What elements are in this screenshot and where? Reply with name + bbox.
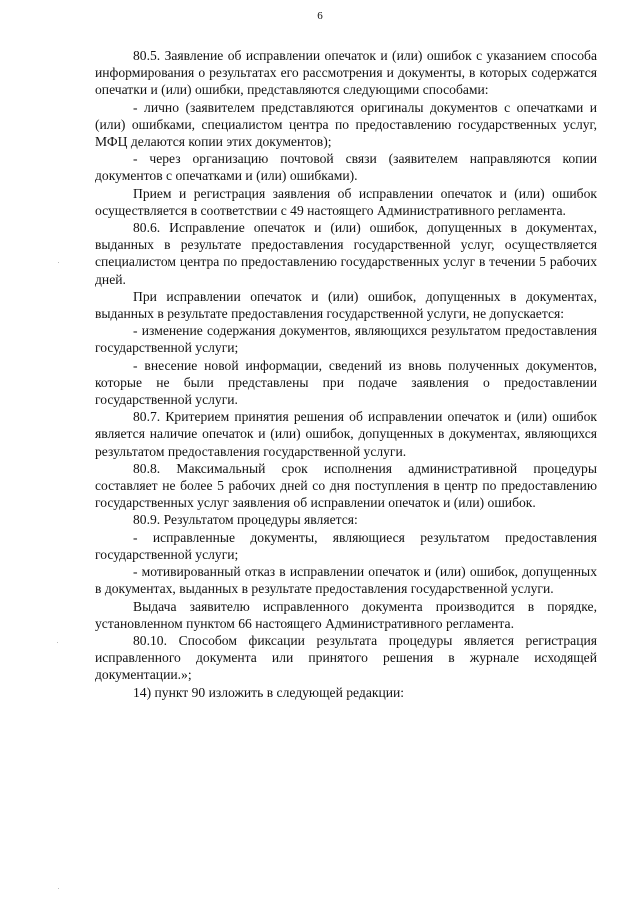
list-item-change-content: - изменение содержания документов, являющихся результатом предоставления государственной услуги;	[95, 323, 597, 356]
paragraph-not-allowed: При исправлении опечаток и (или) ошибок, допущенных в документах, выданных в результате предоставления государственной услуги, не допускается:	[95, 288, 597, 322]
paragraph-issuance: Выдача заявителю исправленного документа производится в порядке, установленном пунктом 66 настоящего Административного регламента.	[95, 598, 597, 631]
scan-speck	[58, 262, 59, 263]
page-number: 6	[317, 10, 323, 22]
scan-speck	[57, 642, 58, 643]
document-body	[95, 47, 597, 701]
paragraph-80-5: 80.5. Заявление об исправлении опечаток и (или) ошибок с указанием способа информирования о результатах его рассмотрения и документы, в которых содержатся опечатки и (или) ошибки, представляются следующими способами:	[95, 48, 597, 98]
list-item-new-info: - внесение новой информации, сведений из вновь полученных документов, которые не были представлены при подаче заявления о предоставлении государственной услуги.	[95, 357, 597, 408]
paragraph-80-10: 80.10. Способом фиксации результата процедуры является регистрация исправленного документа или принятого решения в журнале исходящей документации.»;	[95, 632, 597, 683]
list-item-by-post: - через организацию почтовой связи (заявителем направляются копии документов с опечатками и (или) ошибками).	[95, 151, 597, 184]
paragraph-80-7: 80.7. Критерием принятия решения об исправлении опечаток и (или) ошибок является наличие опечаток и (или) ошибок, допущенных в документах, являющихся результатом предоставления государственной услуги.	[95, 409, 597, 459]
paragraph-item-14: 14) пункт 90 изложить в следующей редакции:	[133, 684, 405, 700]
paragraph-80-9: 80.9. Результатом процедуры является:	[133, 512, 358, 528]
paragraph-80-8: 80.8. Максимальный срок исполнения административной процедуры составляет не более 5 рабочих дней со дня поступления в центр по предоставлению государственных услуг заявления об исправлении опечаток и (или) ошибок.	[95, 460, 597, 511]
list-item-corrected-docs: - исправленные документы, являющиеся результатом предоставления государственной услуги;	[95, 529, 597, 562]
paragraph-80-6: 80.6. Исправление опечаток и (или) ошибок, допущенных в документах, выданных в результате предоставления государственной услуг, осуществляется специалистом центра по предоставлению государственных услуг в течении 5 рабочих дней.	[95, 220, 597, 287]
paragraph-reception: Прием и регистрация заявления об исправлении опечаток и (или) ошибок осуществляется в соответствии с 49 настоящего Административного регламента.	[95, 185, 597, 218]
scan-speck	[58, 888, 59, 889]
list-item-in-person: - лично (заявителем представляются оригиналы документов с опечатками и (или) ошибками, специалистом центра по предоставлению государственных услуг, МФЦ делаются копии этих документов);	[95, 99, 597, 150]
list-item-refusal: - мотивированный отказ в исправлении опечаток и (или) ошибок, допущенных в документах, выданных в результате предоставления государственной услуги.	[95, 564, 597, 597]
